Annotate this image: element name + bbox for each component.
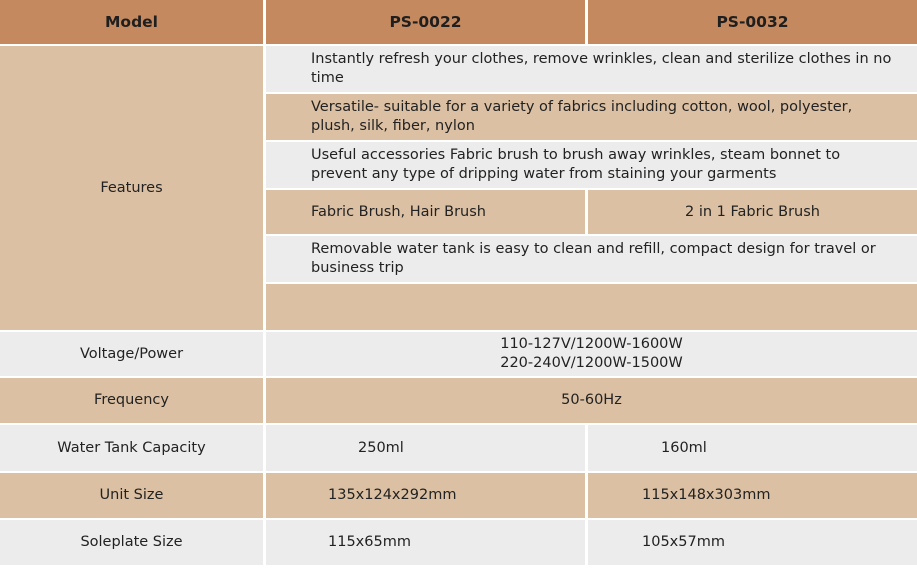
water-tank-ps-0022: 250ml (266, 423, 585, 471)
soleplate-ps-0022: 115x65mm (266, 518, 585, 565)
voltage-line-2: 220-240V/1200W-1500W (500, 355, 683, 371)
voltage-value (266, 330, 917, 376)
frequency-value: 50-60Hz (266, 376, 917, 423)
voltage-label: Voltage/Power (0, 330, 263, 376)
feature-row: Instantly refresh your clothes, remove wrinkles, clean and sterilize clothes in no time (266, 44, 917, 92)
soleplate-label: Soleplate Size (0, 518, 263, 565)
feature-row: Removable water tank is easy to clean and refill, compact design for travel or business trip (266, 234, 917, 282)
unit-size-ps-0022: 135x124x292mm (266, 471, 585, 518)
voltage-line-1: 110-127V/1200W-1600W (500, 336, 683, 352)
water-tank-label: Water Tank Capacity (0, 423, 263, 471)
feature-row-empty (266, 282, 917, 330)
frequency-label: Frequency (0, 376, 263, 423)
features-label: Features (0, 44, 263, 330)
feature-row: Versatile- suitable for a variety of fabrics including cotton, wool, polyester, plush, silk, fiber, nylon (266, 92, 917, 140)
accessory-ps-0032: 2 in 1 Fabric Brush (588, 188, 917, 234)
water-tank-ps-0032: 160ml (588, 423, 917, 471)
unit-size-ps-0032: 115x148x303mm (588, 471, 917, 518)
unit-size-label: Unit Size (0, 471, 263, 518)
feature-row: Useful accessories Fabric brush to brush away wrinkles, steam bonnet to prevent any type of dripping water from staining your garments (266, 140, 917, 188)
header-ps-0022: PS-0022 (266, 0, 585, 44)
accessory-ps-0022: Fabric Brush, Hair Brush (266, 188, 585, 234)
soleplate-ps-0032: 105x57mm (588, 518, 917, 565)
header-model: Model (0, 0, 263, 44)
header-ps-0032: PS-0032 (588, 0, 917, 44)
